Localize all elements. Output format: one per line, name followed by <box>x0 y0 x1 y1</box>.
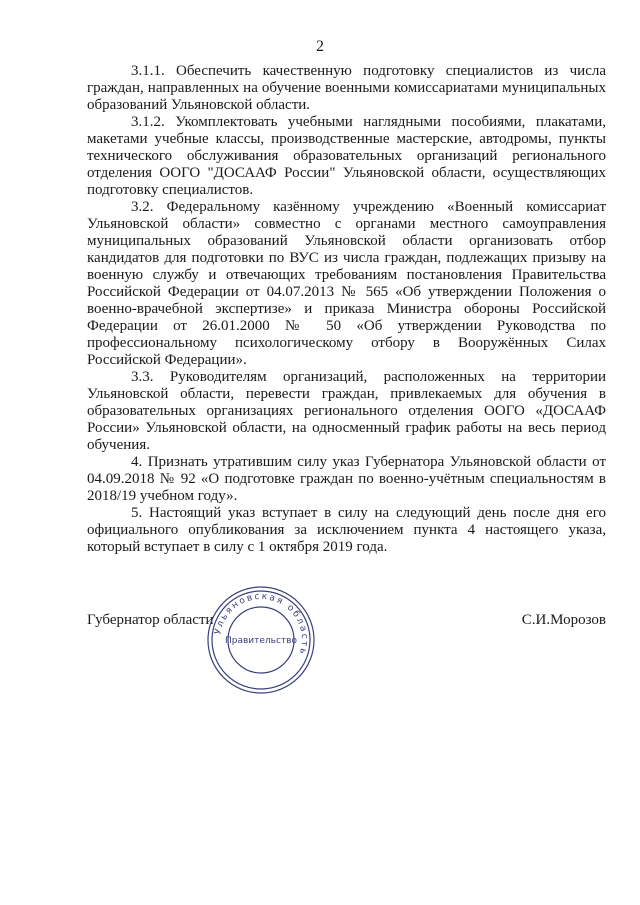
official-seal-stamp <box>205 584 317 696</box>
document-body <box>87 63 606 556</box>
signature-block <box>87 591 606 722</box>
signatory-position: Губернатор области <box>87 612 214 628</box>
svg-text:Ульяновская область: Ульяновская область <box>213 591 310 657</box>
svg-text:Правительство: Правительство <box>225 636 297 646</box>
paragraph-3-1-2: 3.1.2. Укомплектовать учебными наглядными пособиями, плакатами, макетами учебные классы, производственные мастерские, автодромы, пункты технического обслуживания образовательных организаций регионального отделения ООГО "ДОСААФ России" Ульяновской области, осуществляющих подготовку специалистов. <box>87 114 606 198</box>
paragraph-3-2: 3.2. Федеральному казённому учреждению «Военный комиссариат Ульяновской области» совместно с органами местного самоуправления муниципальных образований Ульяновской области организовать отбор кандидатов для подготовки по ВУС из числа граждан, подлежащих призыву на военную службу и отвечающих требованиям постановления Правительства Российской Федерации от 04.07.2013 № 565 «Об утверждении Положения о военно-врачебной экспертизе» и приказа Министра обороны Российской Федерации от 26.01.2000 № 50 «Об утверждении Руководства по профессиональному психологическому отбору в Вооружённых Силах Российской Федерации». <box>87 199 606 368</box>
paragraph-5: 5. Настоящий указ вступает в силу на следующий день после дня его официального опубликования за исключением пункта 4 настоящего указа, который вступает в силу с 1 октября 2019 года. <box>87 505 606 555</box>
paragraph-3-1-1: 3.1.1. Обеспечить качественную подготовку специалистов из числа граждан, направленных на обучение военными комиссариатами муниципальных образований Ульяновской области. <box>87 63 606 113</box>
signatory-name: С.И.Морозов <box>521 612 606 628</box>
paragraph-3-3: 3.3. Руководителям организаций, расположенных на территории Ульяновской области, перевести граждан, привлекаемых для обучения в образовательных организациях регионального отделения ООГО «ДОСААФ России» Ульяновской области, на односменный график работы на весь период обучения. <box>87 369 606 453</box>
page-number: 2 <box>316 38 324 55</box>
paragraph-4: 4. Признать утратившим силу указ Губернатора Ульяновской области от 04.09.2018 № 92 «О подготовке граждан по военно-учётным специальностям в 2018/19 учебном году». <box>87 454 606 504</box>
